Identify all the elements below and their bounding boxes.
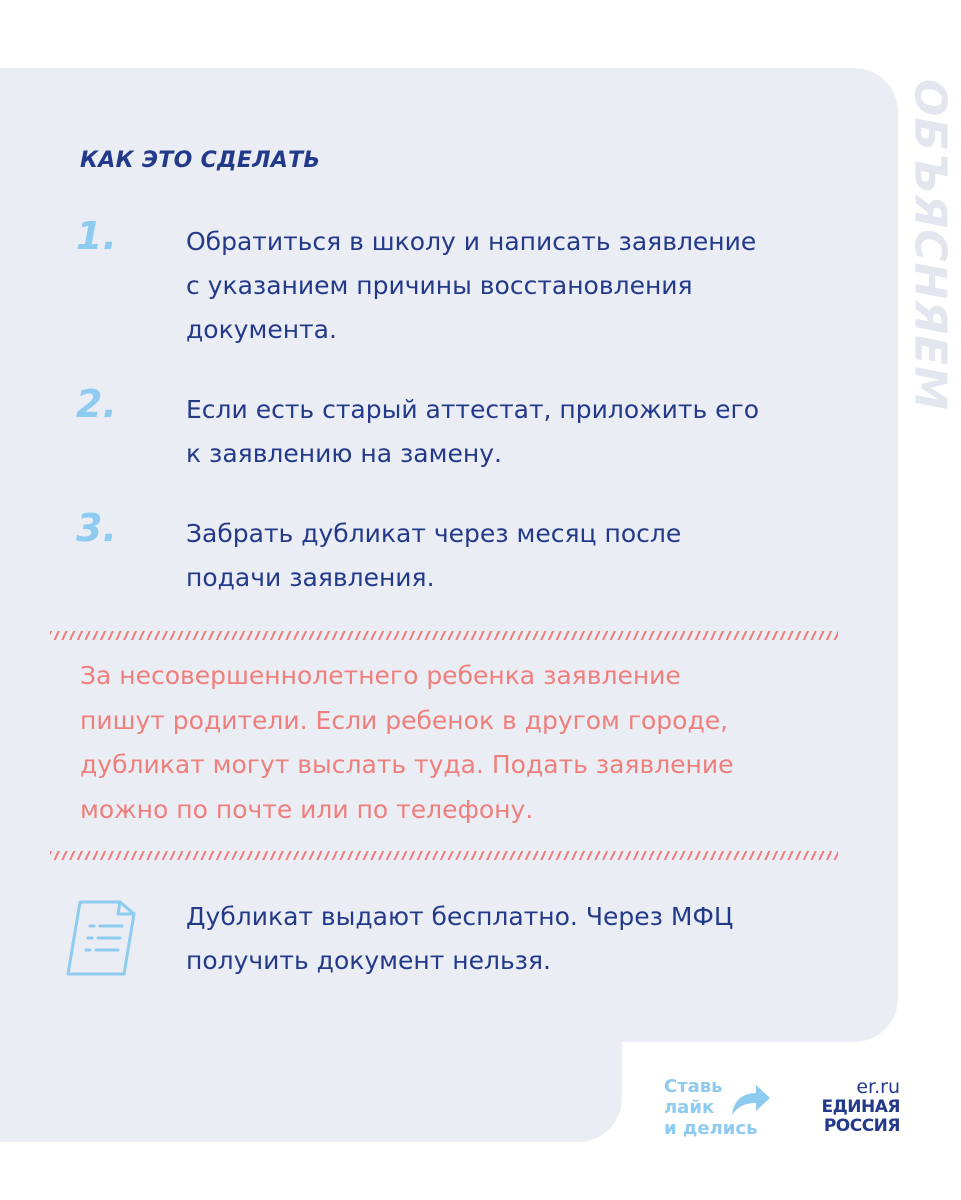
content-card-lower	[0, 1000, 622, 1142]
step-line: Если есть старый аттестат, приложить его	[186, 395, 759, 424]
step-number-3: 3.	[76, 506, 117, 550]
divider-bottom	[50, 851, 838, 860]
step-text-2	[186, 388, 866, 476]
step-text-1	[186, 220, 866, 352]
logo-url: er.ru	[856, 1076, 900, 1098]
step-number-2: 2.	[76, 382, 117, 426]
side-label	[905, 60, 955, 430]
step-line: Забрать дубликат через месяц после	[186, 519, 682, 548]
share-line: и делись	[664, 1118, 758, 1139]
share-line: Ставь	[664, 1076, 723, 1097]
step-text-3	[186, 512, 866, 600]
logo-line-1: ЕДИНАЯ	[821, 1097, 900, 1117]
step-line: к заявлению на замену.	[186, 439, 502, 468]
step-number-1: 1.	[76, 214, 117, 258]
step-line: документа.	[186, 315, 337, 344]
note-text	[80, 654, 860, 832]
bottom-line: Дубликат выдают бесплатно. Через МФЦ	[186, 902, 734, 931]
share-line: лайк	[664, 1097, 715, 1118]
note-line: дубликат могут выслать туда. Подать заявление	[80, 750, 734, 779]
step-line: подачи заявления.	[186, 563, 435, 592]
note-line: пишут родители. Если ребенок в другом городе,	[80, 705, 729, 735]
step-line: с указанием причины восстановления	[186, 271, 693, 300]
side-label-text: ОБЪЯСНЯЕМ	[904, 79, 956, 411]
note-line: За несовершеннолетнего ребенка заявление	[80, 661, 681, 690]
bottom-text	[186, 895, 866, 983]
divider-top	[50, 631, 838, 640]
party-logo[interactable]	[800, 1076, 900, 1136]
page-heading: КАК ЭТО СДЕЛАТЬ	[80, 148, 321, 173]
share-arrow-icon[interactable]	[730, 1083, 772, 1117]
step-line: Обратиться в школу и написать заявление	[186, 227, 757, 256]
logo-line-2: РОССИЯ	[823, 1116, 900, 1136]
note-line: можно по почте или по телефону.	[80, 794, 534, 824]
bottom-line: получить документ нельзя.	[186, 946, 551, 975]
document-icon	[64, 898, 138, 978]
